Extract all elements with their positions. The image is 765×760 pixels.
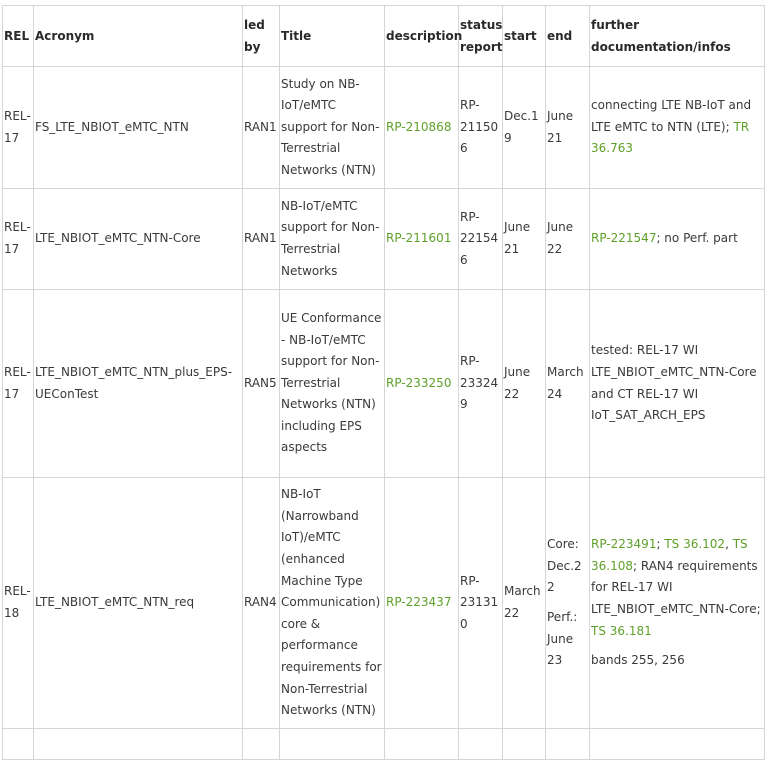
cell-empty [459, 729, 503, 760]
cell-empty [3, 729, 34, 760]
doc-text: ; RAN4 requirements for REL-17 WI LTE_NBIOT_eMTC_NTN-Core; [591, 558, 761, 616]
table-row [3, 729, 765, 760]
cell-further [590, 478, 765, 729]
cell-empty [590, 729, 765, 760]
doc-link[interactable]: TS 36.181 [591, 623, 652, 638]
doc-link[interactable]: RP-223491 [591, 537, 657, 552]
header-acronym: Acronym [34, 6, 243, 67]
cell-start: Dec.19 [503, 67, 546, 189]
doc-text: connecting LTE NB-IoT and LTE eMTC to NTN (LTE); [591, 98, 752, 134]
header-status-report: status report [459, 6, 503, 67]
cell-title: UE Conformance - NB-IoT/eMTC support for Non-Terrestrial Networks (NTN) including EPS aspects [280, 290, 385, 478]
cell-empty [385, 729, 459, 760]
header-end: end [546, 6, 590, 67]
table-row [3, 478, 765, 729]
cell-description [385, 189, 459, 290]
cell-empty [34, 729, 243, 760]
work-items-table [2, 5, 765, 760]
cell-empty [243, 729, 280, 760]
cell-rel: REL-18 [3, 478, 34, 729]
cell-further [590, 67, 765, 189]
table-row [3, 189, 765, 290]
cell-empty [280, 729, 385, 760]
cell-empty [503, 729, 546, 760]
header-start: start [503, 6, 546, 67]
cell-led-by: RAN1 [243, 67, 280, 189]
header-title: Title [280, 6, 385, 67]
cell-led-by: RAN5 [243, 290, 280, 478]
cell-title: NB-IoT (Narrowband IoT)/eMTC (enhanced Machine Type Communication) core & performance requirements for Non-Terrestrial Networks (NTN) [280, 478, 385, 729]
cell-further [590, 189, 765, 290]
cell-rel: REL-17 [3, 290, 34, 478]
cell-end: June 21 [546, 67, 590, 189]
cell-rel: REL-17 [3, 189, 34, 290]
cell-end [546, 478, 590, 729]
header-description: description [385, 6, 459, 67]
end-perf: Perf.: June 23 [547, 610, 578, 668]
cell-empty [546, 729, 590, 760]
cell-start: March 22 [503, 478, 546, 729]
header-row [3, 6, 765, 67]
doc-link[interactable]: TS 36.102 [664, 537, 726, 552]
end-core: Core: Dec.22 [547, 537, 582, 595]
cell-status-report: RP-211506 [459, 67, 503, 189]
cell-status-report: RP-231310 [459, 478, 503, 729]
doc-text: ; no Perf. part [656, 231, 738, 246]
cell-start: June 21 [503, 189, 546, 290]
cell-end: June 22 [546, 189, 590, 290]
cell-end: March 24 [546, 290, 590, 478]
cell-acronym: LTE_NBIOT_eMTC_NTN_req [34, 478, 243, 729]
cell-acronym: LTE_NBIOT_eMTC_NTN-Core [34, 189, 243, 290]
doc-bands: bands 255, 256 [591, 653, 685, 668]
cell-led-by: RAN1 [243, 189, 280, 290]
description-link[interactable]: RP-211601 [386, 231, 452, 246]
cell-status-report: RP-233249 [459, 290, 503, 478]
cell-acronym: FS_LTE_NBIOT_eMTC_NTN [34, 67, 243, 189]
cell-description [385, 478, 459, 729]
doc-link[interactable]: TR 36.763 [591, 119, 750, 156]
cell-description [385, 290, 459, 478]
cell-led-by: RAN4 [243, 478, 280, 729]
table-row [3, 67, 765, 189]
header-led-by: led by [243, 6, 280, 67]
doc-paragraph [591, 534, 763, 642]
cell-status-report: RP-221546 [459, 189, 503, 290]
cell-title: Study on NB-IoT/eMTC support for Non-Terrestrial Networks (NTN) [280, 67, 385, 189]
doc-link[interactable]: TS 36.108 [591, 537, 748, 573]
table-row [3, 290, 765, 478]
cell-acronym: LTE_NBIOT_eMTC_NTN_plus_EPS-UEConTest [34, 290, 243, 478]
doc-sep: ; [656, 537, 665, 552]
header-further: further documentation/infos [590, 6, 765, 67]
description-link[interactable]: RP-223437 [386, 595, 452, 610]
description-link[interactable]: RP-210868 [386, 119, 452, 134]
cell-further: tested: REL-17 WI LTE_NBIOT_eMTC_NTN-Core and CT REL-17 WI IoT_SAT_ARCH_EPS [590, 290, 765, 478]
cell-start: June 22 [503, 290, 546, 478]
cell-rel: REL-17 [3, 67, 34, 189]
doc-sep: , [725, 537, 733, 552]
doc-link[interactable]: RP-221547 [591, 231, 657, 246]
header-rel: REL [3, 6, 34, 67]
description-link[interactable]: RP-233250 [386, 375, 452, 390]
cell-title: NB-IoT/eMTC support for Non-Terrestrial Networks [280, 189, 385, 290]
cell-description [385, 67, 459, 189]
